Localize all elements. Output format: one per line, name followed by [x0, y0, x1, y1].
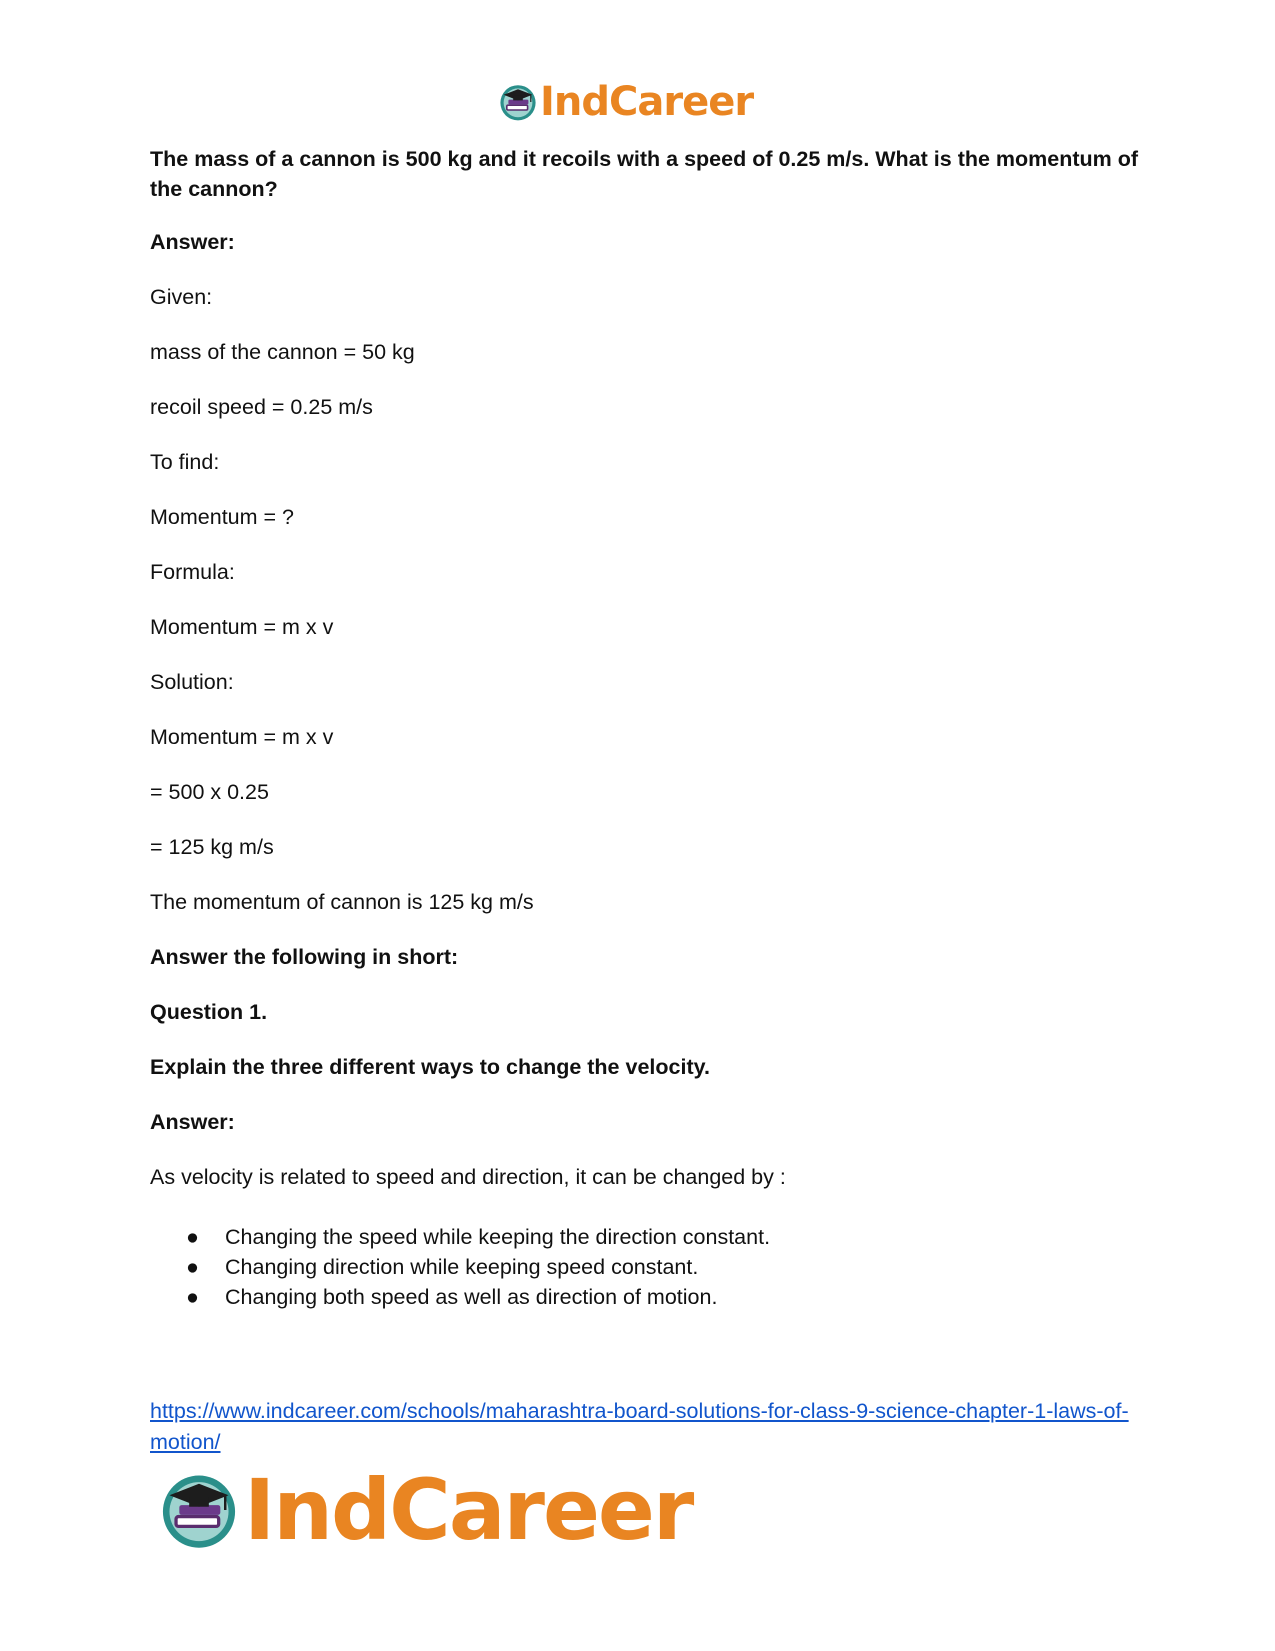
formula-line: Momentum = m x v — [150, 615, 334, 639]
section-answer-heading: Answer: — [150, 1110, 235, 1134]
source-link[interactable]: https://www.indcareer.com/schools/maharashtra-board-solutions-for-class-9-science-chapter-1-laws-of-motion/ — [150, 1399, 1129, 1454]
solution-step-3: = 125 kg m/s — [150, 835, 274, 859]
indcareer-logo-top — [498, 80, 753, 124]
question-text: The mass of a cannon is 500 kg and it recoils with a speed of 0.25 m/s. What is the momentum of the cannon? — [150, 147, 1139, 201]
list-item-text: Changing both speed as well as direction of motion. — [225, 1285, 718, 1309]
solution-label: Solution: — [150, 670, 234, 694]
bullet-icon: ● — [186, 1255, 199, 1279]
to-find-label: To find: — [150, 450, 220, 474]
recoil-speed-line: recoil speed = 0.25 m/s — [150, 395, 373, 419]
graduation-books-icon — [498, 82, 538, 122]
brand-name: IndCareer — [244, 1461, 693, 1559]
given-label: Given: — [150, 285, 213, 309]
indcareer-logo-bottom — [158, 1461, 693, 1559]
bullet-icon: ● — [186, 1225, 199, 1249]
mass-line: mass of the cannon = 50 kg — [150, 340, 415, 364]
page-content — [150, 144, 1140, 1217]
formula-label: Formula: — [150, 560, 235, 584]
list-item-text: Changing direction while keeping speed constant. — [225, 1255, 699, 1279]
section-heading: Answer the following in short: — [150, 945, 459, 969]
section-question-text: Explain the three different ways to change the velocity. — [150, 1055, 710, 1079]
solution-step-1: Momentum = m x v — [150, 725, 334, 749]
answer-intro: As velocity is related to speed and direction, it can be changed by : — [150, 1165, 786, 1189]
brand-name: IndCareer — [540, 79, 754, 125]
bullet-icon: ● — [186, 1285, 199, 1309]
conclusion-line: The momentum of cannon is 125 kg m/s — [150, 890, 534, 914]
momentum-unknown-line: Momentum = ? — [150, 505, 294, 529]
list-item-text: Changing the speed while keeping the direction constant. — [225, 1225, 771, 1249]
list-item — [186, 1252, 770, 1282]
bullet-list — [186, 1222, 770, 1312]
graduation-books-icon — [158, 1469, 240, 1551]
list-item — [186, 1222, 770, 1252]
solution-step-2: = 500 x 0.25 — [150, 780, 269, 804]
list-item — [186, 1282, 770, 1312]
question-number: Question 1. — [150, 1000, 268, 1024]
answer-heading: Answer: — [150, 230, 235, 254]
